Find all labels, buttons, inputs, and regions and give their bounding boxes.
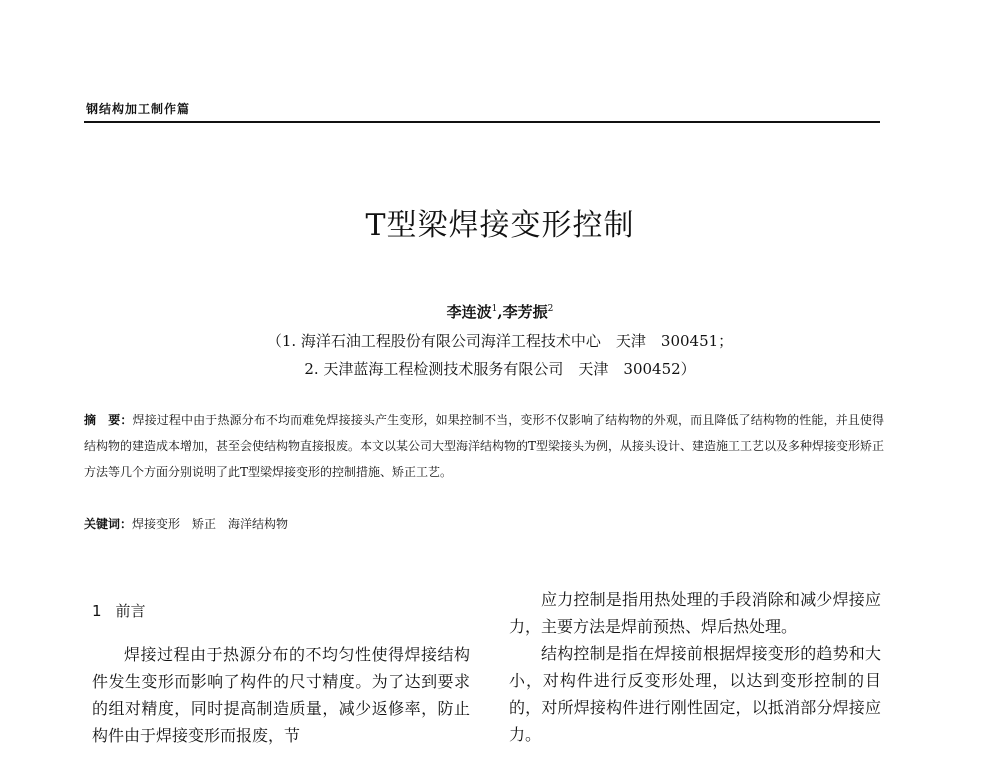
section-number: 1 xyxy=(92,602,102,620)
body-paragraph: 结构控制是指在焊接前根据焊接变形的趋势和大小，对构件进行反变形处理，以达到变形控制的目的，对所焊接构件进行刚性固定，以抵消部分焊接应力。 xyxy=(509,644,881,744)
abstract xyxy=(84,407,884,485)
author-affil-mark: 1 xyxy=(491,304,498,314)
right-column xyxy=(509,586,881,748)
abstract-label: 摘 要： xyxy=(84,413,133,427)
keywords-text: 焊接变形 矫正 海洋结构物 xyxy=(132,517,289,531)
author-line xyxy=(0,301,1000,322)
section-title: 前言 xyxy=(115,602,146,620)
author-name: 李芳振 xyxy=(502,303,548,321)
keywords-label: 关键词： xyxy=(84,517,133,531)
keywords xyxy=(84,515,884,532)
abstract-text: 焊接过程中由于热源分布不均而难免焊接接头产生变形，如果控制不当，变形不仅影响了结构物的外观，而且降低了结构物的性能，并且使得结构物的建造成本增加，甚至会使结构物直接报废。本文以某公司大型海洋结构物的T型梁接头为例，从接头设计、建造施工工艺以及多种焊接变形矫正方法等几个方面分别说明了此T型梁焊接变形的控制措施、矫正工艺。 xyxy=(84,413,885,479)
header-rule xyxy=(84,121,880,123)
body-paragraph: 焊接过程由于热源分布的不均匀性使得焊接结构件发生变形而影响了构件的尺寸精度。为了达到要求的组对精度，同时提高制造质量，减少返修率，防止构件由于焊接变形而报废，节 xyxy=(92,645,470,745)
left-column xyxy=(92,641,470,749)
running-header: 钢结构加工制作篇 xyxy=(86,102,191,116)
affiliation-line: （1. 海洋石油工程股份有限公司海洋工程技术中心 天津 300451； xyxy=(266,332,734,350)
author-affil-mark: 2 xyxy=(547,304,554,314)
article-title: T型梁焊接变形控制 xyxy=(365,208,635,243)
affiliation-line: 2. 天津蓝海工程检测技术服务有限公司 天津 300452） xyxy=(304,360,696,378)
body-paragraph: 应力控制是指用热处理的手段消除和减少焊接应力，主要方法是焊前预热、焊后热处理。 xyxy=(509,590,881,636)
section-heading xyxy=(92,600,146,621)
author-separator: , xyxy=(497,303,503,321)
author-name: 李连波 xyxy=(446,303,492,321)
